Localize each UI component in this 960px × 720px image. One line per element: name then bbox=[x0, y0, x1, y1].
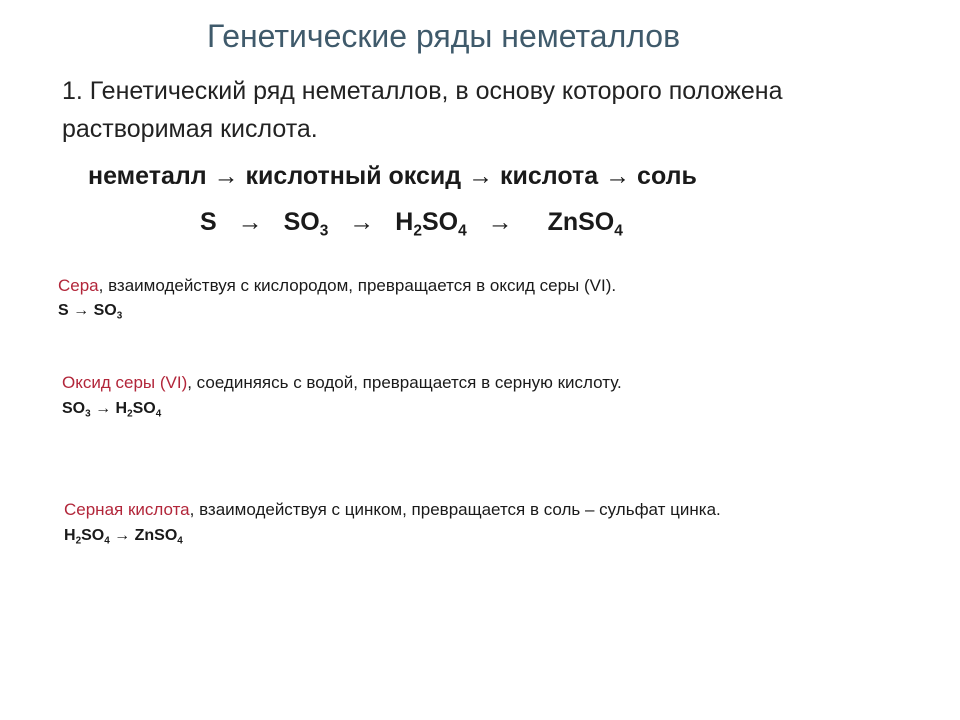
step2-description bbox=[62, 370, 622, 396]
reaction-chain bbox=[200, 208, 623, 240]
intro-text: 1. Генетический ряд неметаллов, в основу которого положена растворимая кислота. bbox=[62, 77, 783, 143]
chain-s: S bbox=[200, 208, 217, 236]
step2-text: , соединяясь с водой, превращается в серную кислоту. bbox=[187, 373, 622, 392]
chain-arrow-2: → bbox=[349, 208, 375, 236]
general-scheme: неметалл → кислотный оксид → кислота → соль bbox=[88, 162, 697, 190]
step3-highlight: Серная кислота bbox=[64, 500, 190, 519]
step1-formula: $S \to SO_3$ bbox=[58, 302, 123, 322]
chain-arrow-1: → bbox=[237, 208, 263, 236]
chain-arrow-3: → bbox=[487, 208, 513, 236]
step2-formula: $SO_3 \to H_2SO_4$ bbox=[62, 400, 162, 420]
step3-description bbox=[64, 497, 721, 523]
step3-text: , взаимодействуя с цинком, превращается в соль – сульфат цинка. bbox=[189, 500, 721, 519]
step2-highlight: Оксид серы (VI) bbox=[62, 373, 188, 392]
step1-description bbox=[58, 273, 616, 299]
step1-highlight: Сера bbox=[58, 276, 99, 295]
slide-title: Генетические ряды неметаллов bbox=[207, 18, 681, 54]
chain-so3: $SO_3$ bbox=[283, 208, 329, 240]
chain-h2so4: $H_2SO_4$ bbox=[395, 208, 467, 240]
step1-text: , взаимодействуя с кислородом, превращается в оксид серы (VI). bbox=[98, 276, 617, 295]
step3-formula: $H_2SO_4$ → ZnSO$_4$ bbox=[64, 527, 183, 547]
chain-znso4: ZnSO$_4$ bbox=[547, 208, 623, 240]
